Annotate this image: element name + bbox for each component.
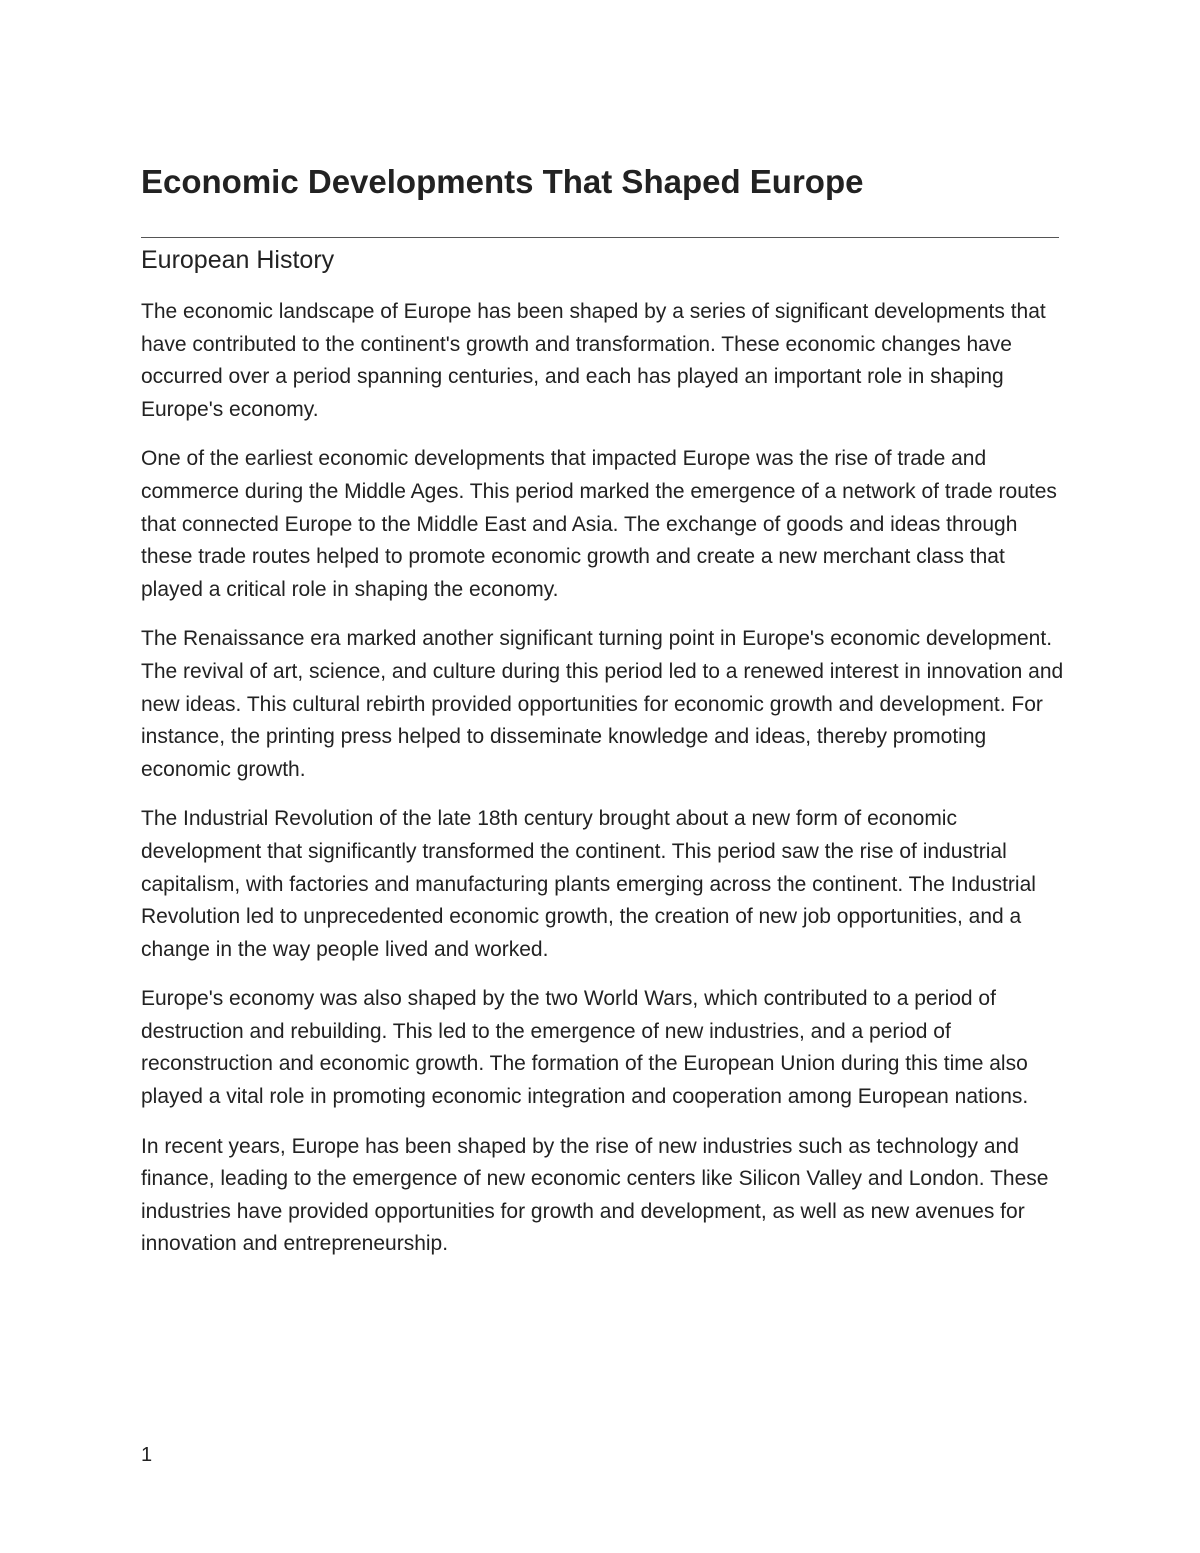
paragraph-world-wars: Europe's economy was also shaped by the two World Wars, which contributed to a period of destruction and rebuilding. This led to the emergence of new industries, and a period of reconstruction and economic growth. The formation of the European Union during this time also played a vital role in promoting economic integration and cooperation among European nations. bbox=[141, 987, 1029, 1109]
page-number: 1 bbox=[141, 1444, 153, 1466]
paragraph-industrial-revolution: The Industrial Revolution of the late 18th century brought about a new form of economic development that significantly transformed the continent. This period saw the rise of industrial capitalism, with factories and manufacturing plants emerging across the continent. The Industrial Revolution led to unprecedented economic growth, the creation of new job opportunities, and a change in the way people lived and worked. bbox=[141, 807, 1036, 961]
paragraph-recent-years: In recent years, Europe has been shaped by the rise of new industries such as technology and finance, leading to the emergence of new economic centers like Silicon Valley and London. These industries have provided opportunities for growth and development, as well as new avenues for innovation and entrepreneurship. bbox=[141, 1134, 1049, 1256]
paragraph-renaissance: The Renaissance era marked another significant turning point in Europe's economic development. The revival of art, science, and culture during this period led to a renewed interest in innovation and new ideas. This cultural rebirth provided opportunities for economic growth and development. For instance, the printing press helped to disseminate knowledge and ideas, thereby promoting economic growth. bbox=[141, 627, 1064, 781]
title-divider bbox=[141, 237, 1059, 238]
document-subtitle: European History bbox=[141, 246, 335, 274]
document-body bbox=[141, 296, 1066, 1278]
paragraph-intro: The economic landscape of Europe has been shaped by a series of significant developments that have contributed to the continent's growth and transformation. These economic changes have occurred over a period spanning centuries, and each has played an important role in shaping Europe's economy. bbox=[141, 300, 1046, 421]
paragraph-middle-ages: One of the earliest economic developments that impacted Europe was the rise of trade and commerce during the Middle Ages. This period marked the emergence of a network of trade routes that connected Europe to the Middle East and Asia. The exchange of goods and ideas through these trade routes helped to promote economic growth and create a new merchant class that played a critical role in shaping the economy. bbox=[141, 447, 1057, 601]
document-title: Economic Developments That Shaped Europe bbox=[141, 163, 864, 200]
